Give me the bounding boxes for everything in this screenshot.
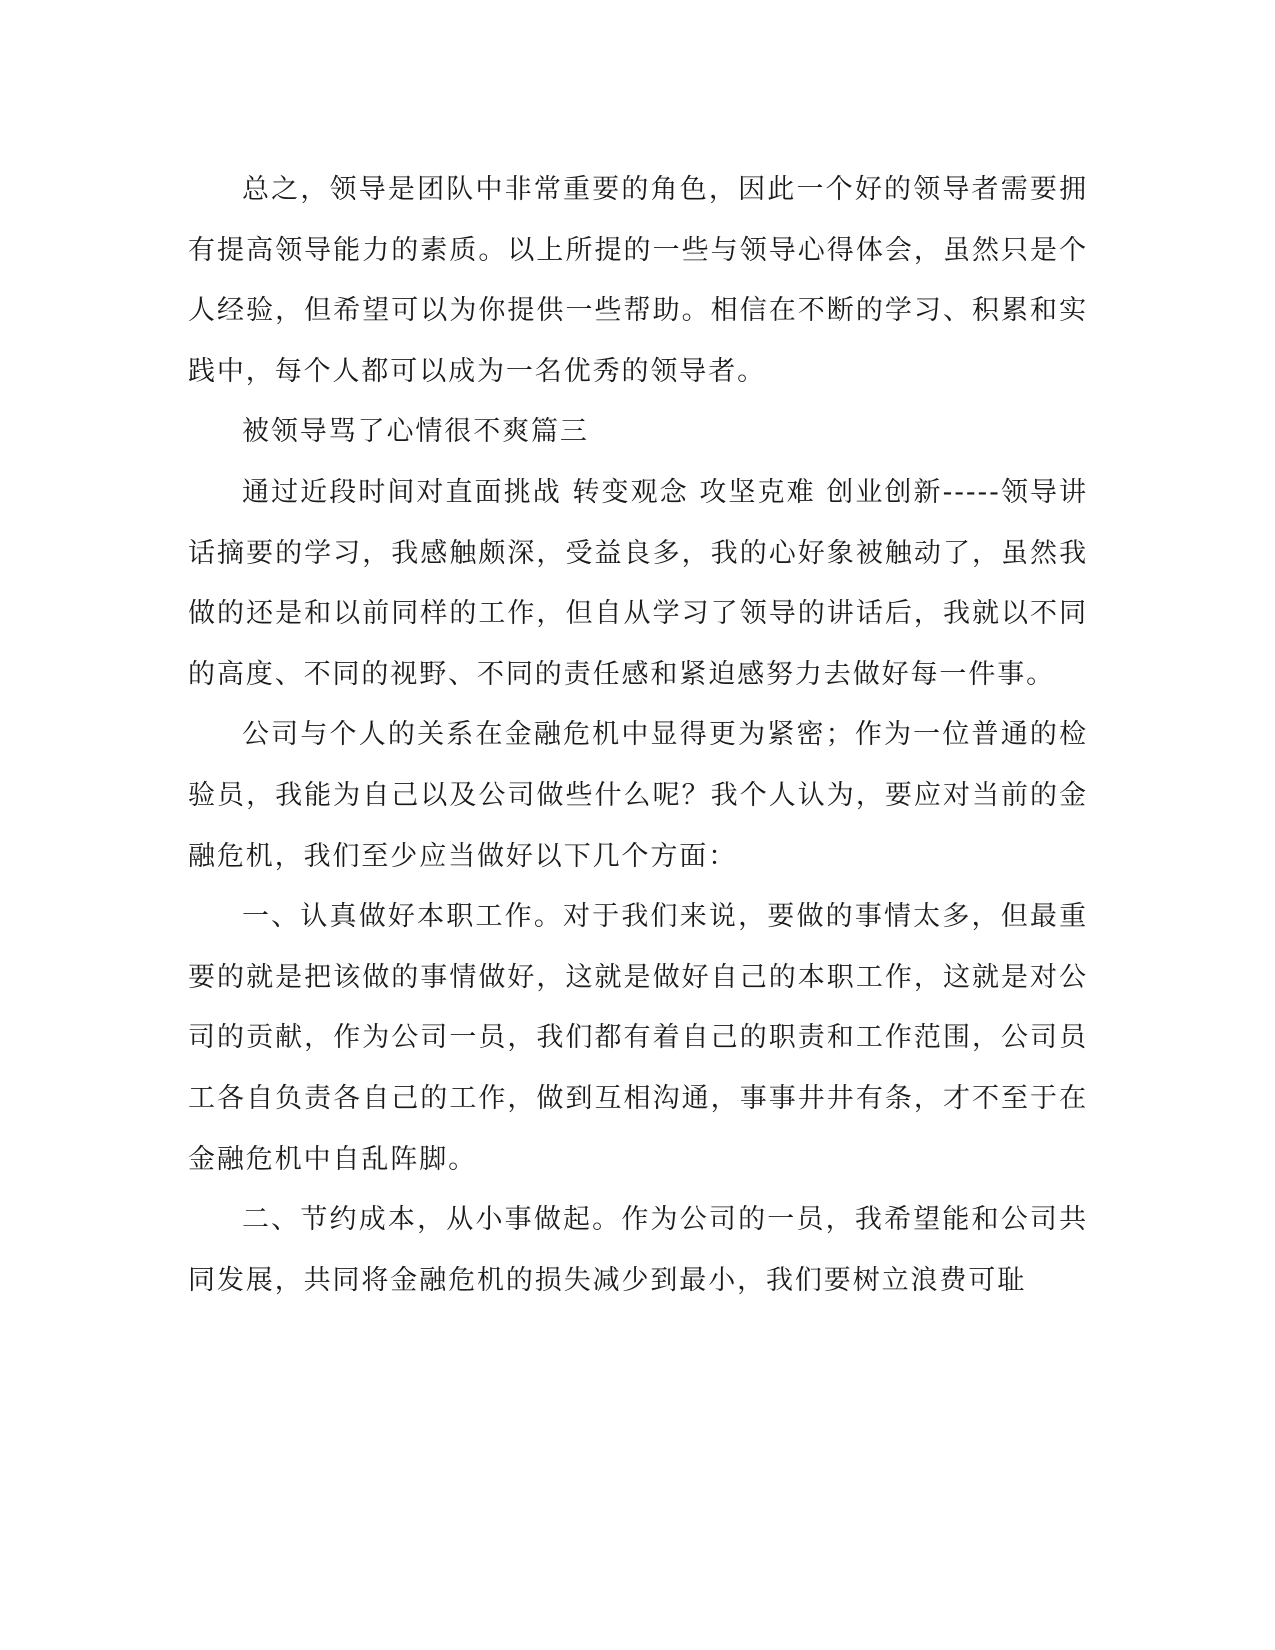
paragraph-point-two: 二、节约成本，从小事做起。作为公司的一员，我希望能和公司共同发展，共同将金融危机的损失减少到最小，我们要树立浪费可耻 (188, 1204, 1088, 1296)
paragraph-intro: 通过近段时间对直面挑战 转变观念 攻坚克难 创业创新-----领导讲话摘要的学习，我感触颇深，受益良多，我的心好象被触动了，虽然我做的还是和以前同样的工作，但自从学习了领导的讲话后，我就以不同的高度、不同的视野、不同的责任感和紧迫感努力去做好每一件事。 (188, 476, 1088, 690)
paragraph-conclusion: 总之，领导是团队中非常重要的角色，因此一个好的领导者需要拥有提高领导能力的素质。以上所提的一些与领导心得体会，虽然只是个人经验，但希望可以为你提供一些帮助。相信在不断的学习、积累和实践中，每个人都可以成为一名优秀的领导者。 (188, 174, 1088, 387)
document-body (188, 160, 1088, 1311)
section-heading: 被领导骂了心情很不爽篇三 (242, 416, 589, 448)
paragraph-company-relation: 公司与个人的关系在金融危机中显得更为紧密；作为一位普通的检验员，我能为自己以及公司做些什么呢？我个人认为，要应对当前的金融危机，我们至少应当做好以下几个方面： (188, 719, 1088, 872)
paragraph-point-one: 一、认真做好本职工作。对于我们来说，要做的事情太多，但最重要的就是把该做的事情做好，这就是做好自己的本职工作，这就是对公司的贡献，作为公司一员，我们都有着自己的职责和工作范围，公司员工各自负责各自己的工作，做到互相沟通，事事井井有条，才不至于在金融危机中自乱阵脚。 (188, 901, 1088, 1175)
